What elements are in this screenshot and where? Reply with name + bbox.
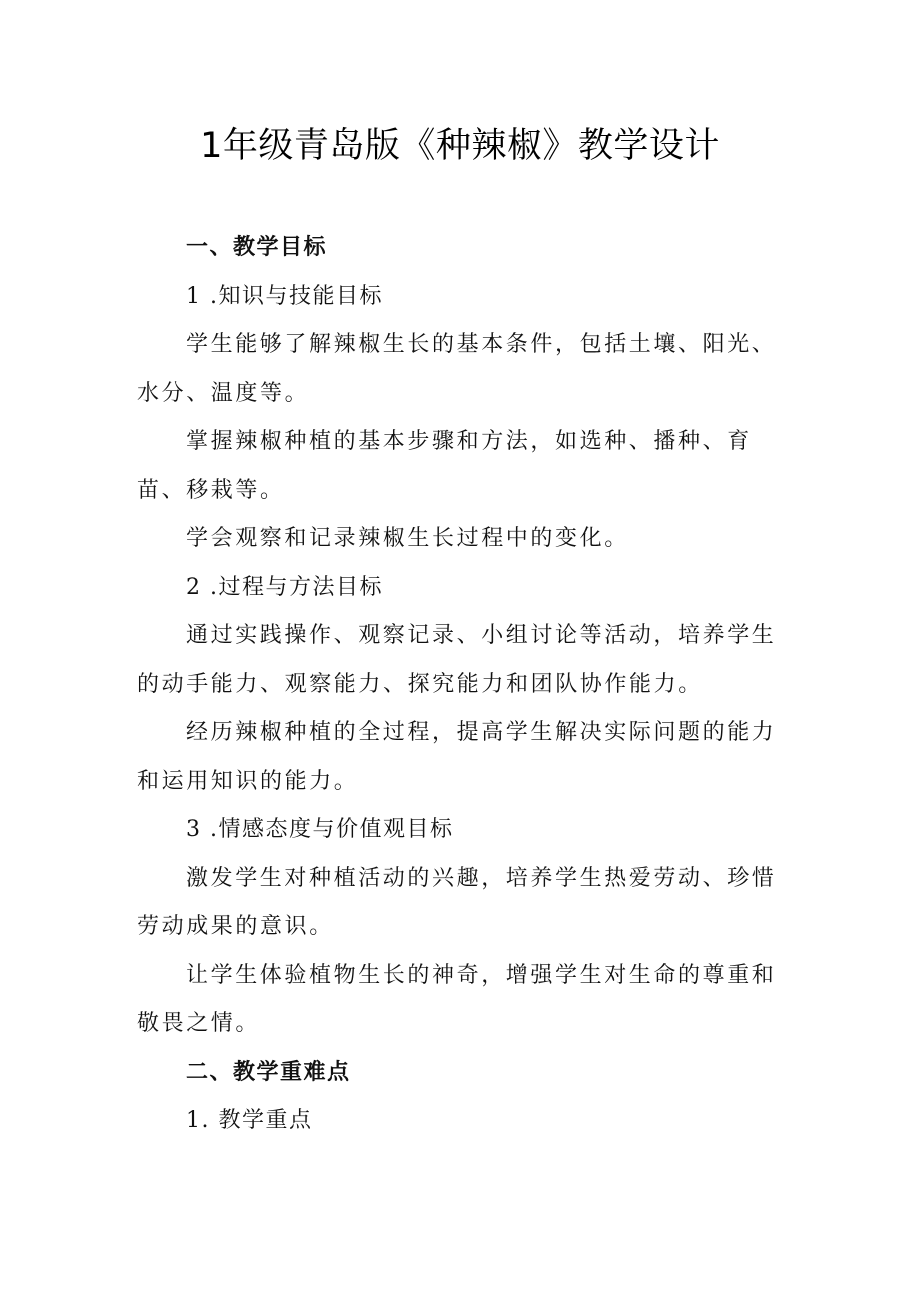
paragraph: 激发学生对种植活动的兴趣，培养学生热爱劳动、珍惜劳动成果的意识。 bbox=[137, 865, 777, 939]
subheading-knowledge-skills: 1 .知识与技能目标 bbox=[186, 283, 383, 309]
subheading-teaching-focus: 1. 教学重点 bbox=[186, 1108, 313, 1133]
paragraph: 通过实践操作、观察记录、小组讨论等活动，培养学生的动手能力、观察能力、探究能力和团队协作能力。 bbox=[137, 623, 777, 697]
section-heading-teaching-goals: 一、教学目标 bbox=[186, 235, 328, 260]
section-heading-key-difficulties: 二、教学重难点 bbox=[186, 1059, 351, 1085]
document-body bbox=[137, 224, 797, 1146]
paragraph: 掌握辣椒种植的基本步骤和方法，如选种、播种、育苗、移栽等。 bbox=[137, 429, 752, 503]
paragraph: 学生能够了解辣椒生长的基本条件，包括土壤、阳光、水分、温度等。 bbox=[137, 332, 777, 406]
paragraph: 学会观察和记录辣椒生长过程中的变化。 bbox=[186, 526, 629, 551]
paragraph: 经历辣椒种植的全过程，提高学生解决实际问题的能力和运用知识的能力。 bbox=[137, 720, 777, 794]
document-title: 1年级青岛版《种辣椒》教学设计 bbox=[200, 126, 720, 166]
subheading-process-methods: 2 .过程与方法目标 bbox=[186, 574, 383, 600]
paragraph: 让学生体验植物生长的神奇，增强学生对生命的尊重和敬畏之情。 bbox=[137, 962, 777, 1036]
subheading-emotions-values: 3 .情感态度与价值观目标 bbox=[186, 817, 454, 842]
